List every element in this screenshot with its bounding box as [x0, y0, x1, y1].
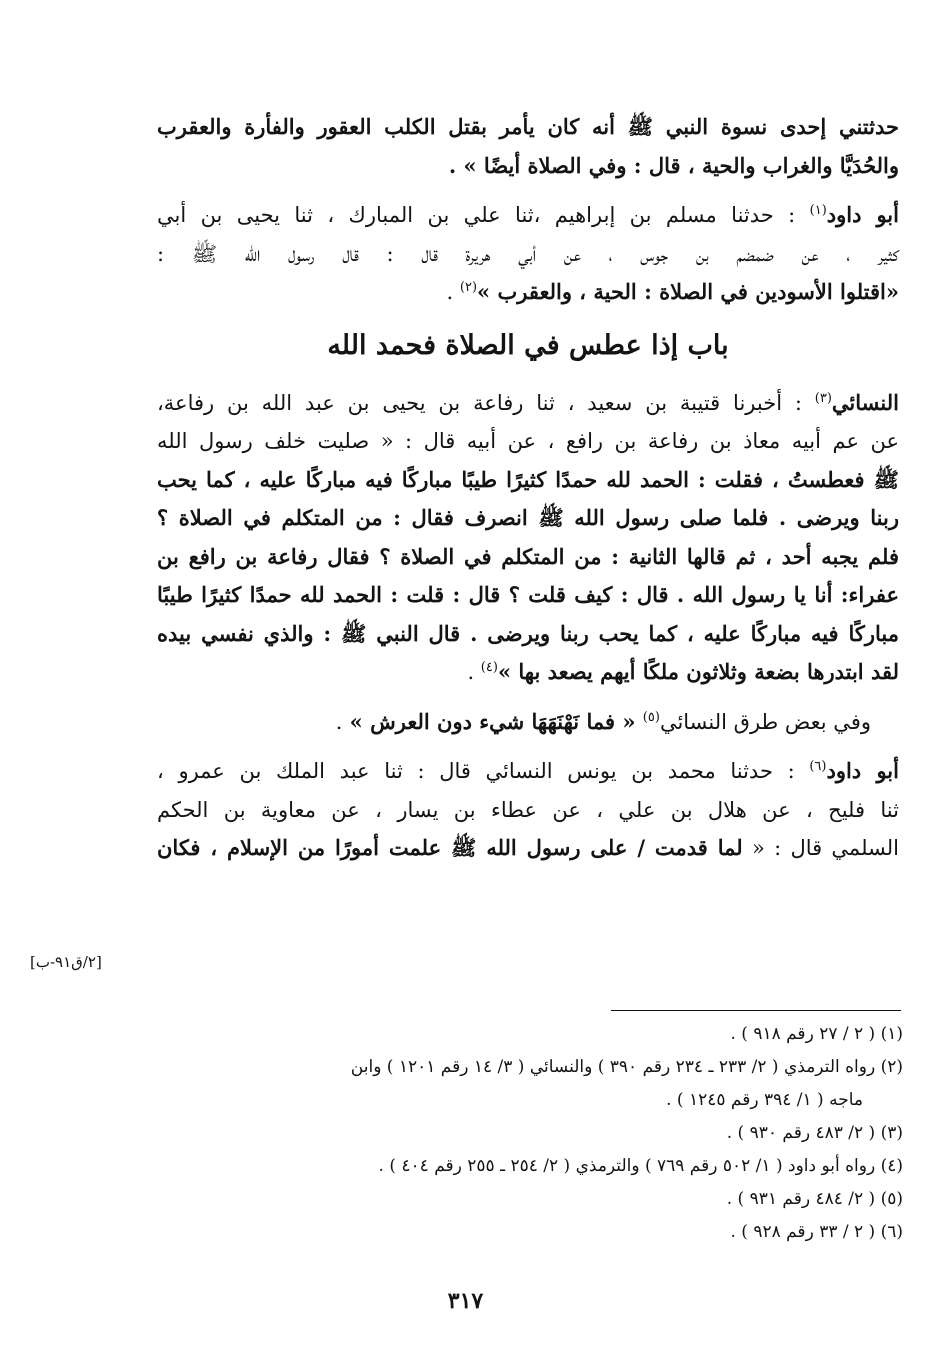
paragraph-abu-dawud-2: [157, 752, 899, 868]
footnote-divider: [611, 1010, 901, 1011]
text-line: فلم يجبه أحد ، ثم قالها الثانية : من المتكلم في الصلاة ؟ فقال رفاعة بن رافع بن: [157, 543, 899, 569]
text-line: عن عم أبيه معاذ بن رفاعة بن رافع ، عن أبيه قال : « صليت خلف رسول الله: [157, 429, 899, 453]
text-line: [157, 273, 899, 312]
text-line: كثير ، عن ضمضم بن جوس ، عن أبي هريرة قال : قال رسول الله ﷺ :: [157, 241, 899, 266]
narrator-label: أبو داود: [826, 202, 899, 227]
text-fragment: السلمي قال : «: [742, 836, 899, 860]
paragraph-abu-dawud-1: [157, 196, 899, 312]
footnote-mark: (٤): [480, 660, 498, 675]
text-fragment: وفي بعض طرق النسائي: [659, 709, 871, 734]
footnote-item: (٢) رواه الترمذي ( ٢/ ٢٣٣ ـ ٢٣٤ رقم ٣٩٠ ) والنسائي ( ٣/ ١٤ رقم ١٢٠١ ) وابن: [350, 1057, 903, 1077]
text-line: [157, 829, 899, 868]
footnote-mark: (٥): [642, 709, 660, 725]
text-fragment: : أخبرنا قتيبة بن سعيد ، ثنا رفاعة بن يحيى بن عبد الله بن رفاعة،: [157, 390, 802, 415]
footnote-item: (٦) ( ٢ / ٣٣ رقم ٩٢٨ ) .: [730, 1222, 903, 1242]
page-number: ٣١٧: [447, 1288, 484, 1314]
paragraph-nasai-variant: [157, 703, 899, 742]
footnotes: [183, 1018, 903, 1249]
manuscript-folio-note: [٢/ق٩١-ب]: [30, 953, 102, 971]
footnote-mark: (٢): [459, 280, 478, 295]
narrator-label: النسائي: [831, 389, 899, 415]
footnote-item: (١) ( ٢ / ٢٧ رقم ٩١٨ ) .: [730, 1024, 903, 1044]
text-line: [157, 196, 899, 235]
footnote-mark: (٦): [809, 759, 827, 774]
text-line: مباركًا فيه مباركًا عليه ، كما يحب ربنا ويرضى . قال النبي ﷺ : والذي نفسي بيده: [157, 620, 899, 646]
text-line: ثنا فليح ، عن هلال بن علي ، عن عطاء بن يسار ، عن معاوية بن الحكم: [157, 797, 899, 822]
footnote-item-continuation: ماجه ( ١/ ٣٩٤ رقم ١٢٤٥ ) .: [666, 1090, 863, 1110]
text-fragment: لقد ابتدرها بضعة وثلاثون ملكًا أيهم يصعد بها »: [497, 659, 899, 684]
footnote-item: (٣) ( ٢/ ٤٨٣ رقم ٩٣٠ ) .: [726, 1123, 903, 1143]
text-fragment: : حدثنا مسلم بن إبراهيم ،ثنا علي بن المبارك ، ثنا يحيى بن أبي: [157, 203, 796, 227]
footnote-mark: (٣): [814, 390, 832, 406]
text-line: ﷺ فعطستُ ، فقلت : الحمد لله حمدًا كثيرًا طيبًا مباركًا فيه مباركًا عليه ، كما يحب: [157, 466, 899, 492]
chapter-heading: باب إذا عطس في الصلاة فحمد الله: [327, 329, 729, 361]
paragraph-nasai: [157, 384, 899, 692]
text-line: [157, 752, 899, 791]
narrator-label: أبو داود: [826, 758, 899, 783]
text-fragment: .: [446, 280, 460, 304]
text-fragment: لما قدمت / على رسول الله ﷺ علمت أمورًا من الإسلام ، فكان: [157, 835, 743, 860]
text-fragment: .: [467, 660, 481, 684]
text-line: [157, 703, 871, 742]
text-fragment: « فما نَهْنَهَهَا شيء دون العرش »: [342, 708, 643, 734]
text-fragment: : حدثنا محمد بن يونس النسائي قال : ثنا عبد الملك بن عمرو ،: [157, 759, 795, 783]
text-fragment: «اقتلوا الأسودين في الصلاة : الحية ، والعقرب »: [477, 279, 899, 304]
footnote-item: (٤) رواه أبو داود ( ١/ ٥٠٢ رقم ٧٦٩ ) والترمذي ( ٢/ ٢٥٤ ـ ٢٥٥ رقم ٤٠٤ ) .: [378, 1156, 903, 1176]
text-line: حدثتني إحدى نسوة النبي ﷺ أنه كان يأمر بقتل الكلب العقور والفأرة والعقرب: [157, 114, 899, 139]
paragraph-hadith-1: [157, 108, 899, 185]
footnote-mark: (١): [809, 203, 827, 218]
text-line: [157, 384, 899, 423]
main-text: [157, 108, 899, 879]
text-line: والحُدَيَّا والغراب والحية ، قال : وفي الصلاة أيضًا » .: [448, 152, 899, 178]
text-fragment: .: [335, 709, 343, 734]
text-line: [157, 653, 899, 692]
text-line: عفراء: أنا يا رسول الله . قال : كيف قلت ؟ قال : قلت : الحمد لله حمدًا كثيرًا طيبًا: [157, 582, 899, 607]
footnote-item: (٥) ( ٢/ ٤٨٤ رقم ٩٣١ ) .: [726, 1189, 903, 1209]
text-line: ربنا ويرضى . فلما صلى رسول الله ﷺ انصرف فقال : من المتكلم في الصلاة ؟: [157, 505, 899, 530]
